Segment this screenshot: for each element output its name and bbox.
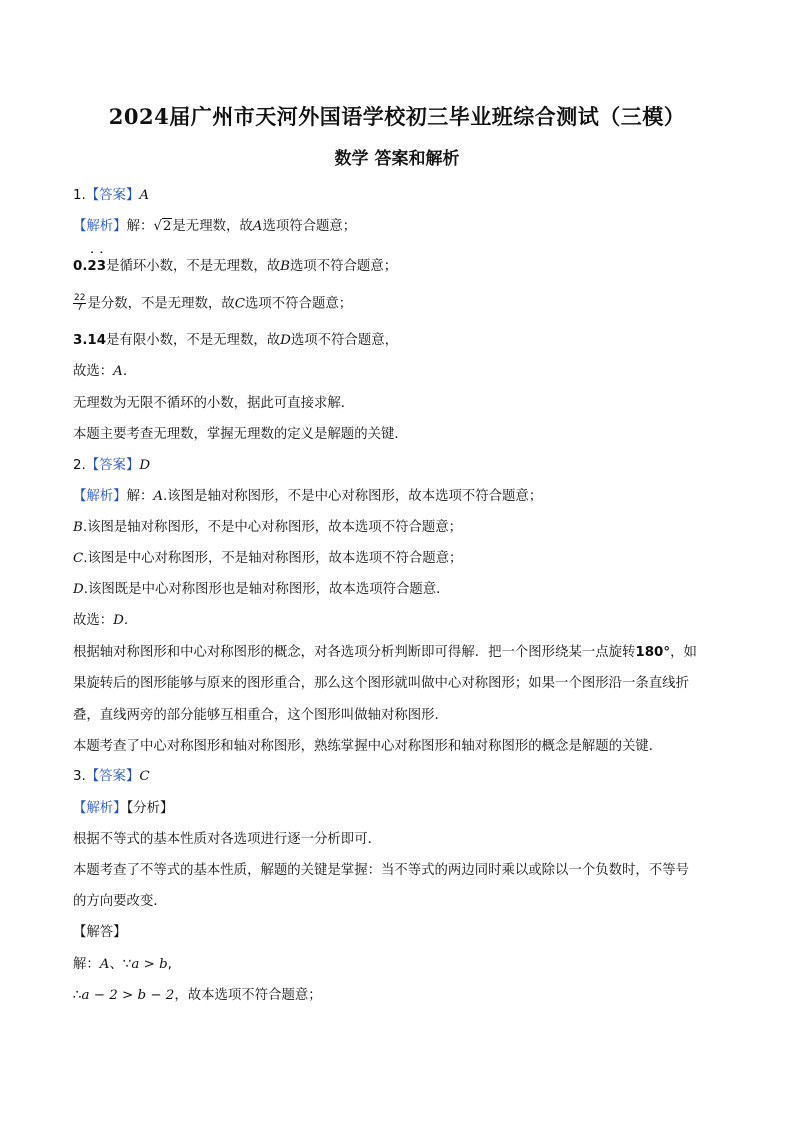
q2-line-7: 果旋转后的图形能够与原来的图形重合，那么这个图形就叫做中心对称图形；如果一个图形沿一条直线折	[73, 676, 689, 691]
fraction: $\frac{22}{7}$	[74, 293, 86, 313]
q2-line-3: C.该图是中心对称图形，不是轴对称图形，故本选项不符合题意；	[73, 551, 463, 566]
answer-label: 【答案】	[85, 458, 140, 473]
q2-line-9: 本题考查了中心对称图形和轴对称图形，熟练掌握中心对称图形和轴对称图形的概念是解题的关键．	[73, 739, 663, 754]
q3-line-4: 的方向要改变．	[73, 894, 167, 909]
q1-line-6: 无理数为无限不循环的小数，据此可直接求解．	[73, 396, 355, 411]
q1-line-3: $\frac{22}{7}$ 是分数，不是无理数，故C选项不符合题意；	[74, 293, 353, 313]
answer-label: 【答案】	[85, 769, 140, 784]
q1-choice-line: 故选：A.	[73, 364, 128, 379]
q3-number: 3.	[73, 769, 86, 784]
jieda-label: 【解答】	[73, 925, 127, 940]
q3-jieda-line	[73, 923, 127, 943]
q2-number: 2.	[73, 458, 86, 473]
q2-line-8: 叠，直线两旁的部分能够互相重合，这个图形叫做轴对称图形．	[73, 708, 448, 723]
q3-answer-line	[73, 767, 150, 787]
repeating-digit: ˙ 3	[97, 259, 106, 274]
q3-line-6: 解：A、∵a > b,	[73, 957, 172, 972]
q3-answer: C	[139, 769, 150, 784]
q3-line-3: 本题考查了不等式的基本性质，解题的关键是掌握：当不等式的两边同时乘以或除以一个负数时，不等号	[73, 863, 689, 878]
page-title: 2024届广州市天河外国语学校初三毕业班综合测试（三模）	[108, 104, 686, 129]
q3-analysis-line	[73, 799, 173, 819]
q2-choice-line: 故选：D.	[73, 613, 129, 628]
repeating-digit: ˙ 2	[87, 259, 96, 274]
fenxi-label: 【分析】	[126, 801, 174, 816]
q2-answer-line	[73, 456, 150, 476]
q2-line-4: D.该图既是中心对称图形也是轴对称图形，故本选项符合题意．	[73, 582, 450, 597]
q2-analysis-line: 【解析】解：A.该图是轴对称图形，不是中心对称图形，故本选项不符合题意；	[73, 489, 543, 504]
q2-answer: D	[139, 458, 151, 473]
analysis-label: 【解析】	[73, 219, 127, 234]
q1-analysis-line: 【解析】解：√2是无理数，故A选项符合题意；	[73, 219, 357, 234]
q1-line-7: 本题主要考查无理数，掌握无理数的定义是解题的关键．	[73, 427, 408, 442]
q1-answer: A	[139, 188, 150, 203]
q2-line-6: 根据轴对称图形和中心对称图形的概念，对各选项分析判断即可得解．把一个图形绕某一点旋转180°，如	[73, 645, 697, 660]
q1-line-2: 0.˙ 2˙ 3是循环小数，不是无理数，故B选项不符合题意；	[73, 257, 397, 277]
q3-line-2: 根据不等式的基本性质对各选项进行逐一分析即可．	[73, 832, 381, 847]
page-subtitle: 数学 答案和解析	[334, 149, 460, 169]
q1-answer-line	[73, 186, 149, 206]
q2-line-2: B.该图是轴对称图形，不是中心对称图形，故本选项不符合题意；	[73, 520, 463, 535]
q1-line-4: 3.14是有限小数，不是无理数，故D选项不符合题意，	[73, 333, 398, 348]
sqrt-symbol: √2	[153, 219, 172, 234]
analysis-label: 【解析】	[73, 801, 127, 816]
analysis-label: 【解析】	[73, 489, 127, 504]
q1-number: 1.	[73, 188, 86, 203]
answer-label: 【答案】	[85, 188, 140, 203]
q3-line-7: ∴a − 2 > b − 2，故本选项不符合题意；	[73, 988, 322, 1003]
